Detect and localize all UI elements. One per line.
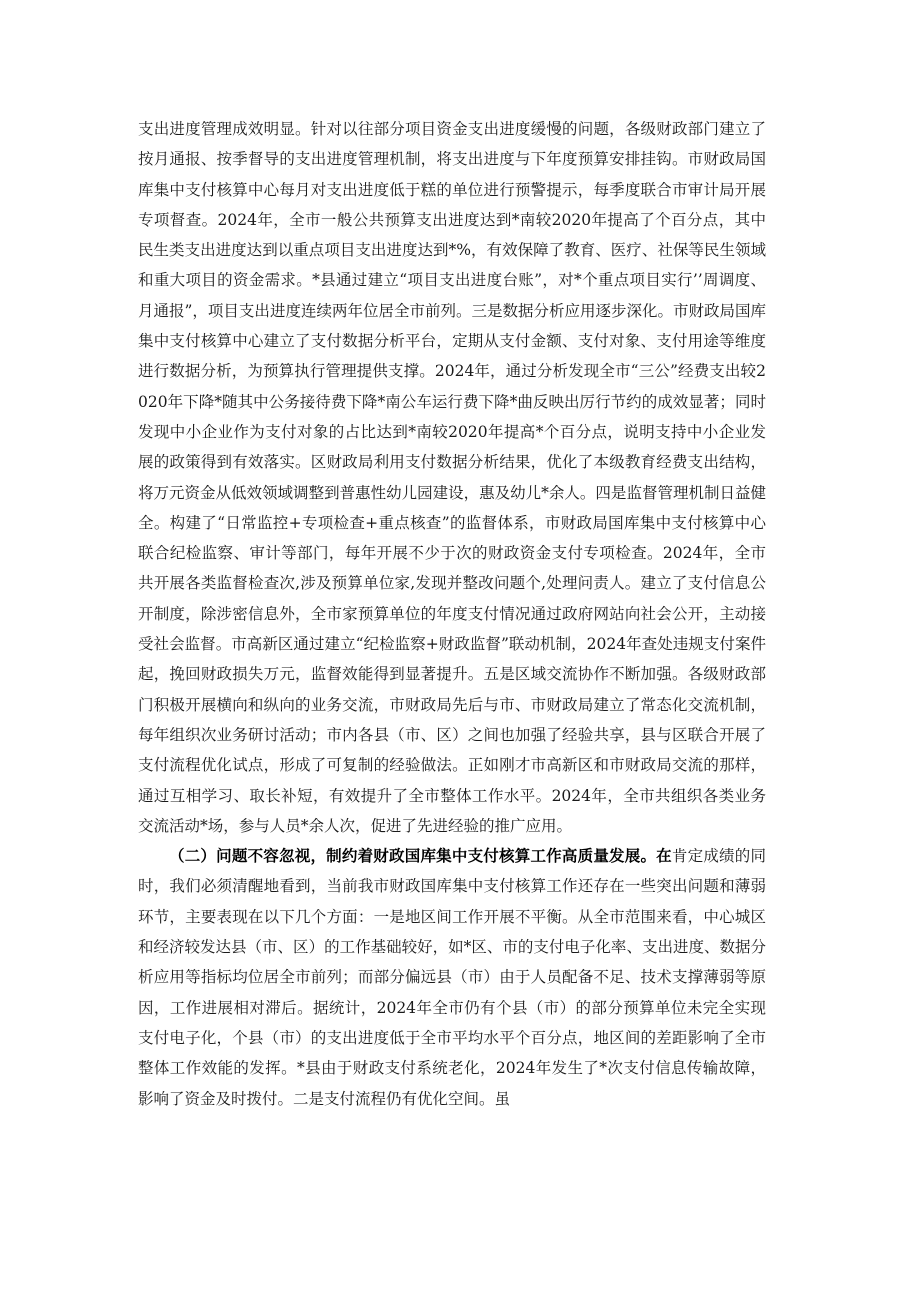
- paragraph-progress-and-achievements: 支出进度管理成效明显。针对以往部分项目资金支出进度缓慢的问题，各级财政部门建立了按月通报、按季督导的支出进度管理机制，将支出进度与下年度预算安排挂钩。市财政局国库集中支付核算中心每月对支出进度低于糕的单位进行预警提示，每季度联合市审计局开展专项督查。2024年，全市一般公共预算支出进度达到*南较2020年提高了个百分点，其中民生类支出进度达到以重点项目支出进度达到*%，有效保障了教育、医疗、社保等民生领域和重大项目的资金需求。*县通过建立“项目支出进度台账”，对*个重点项目实行’’周调度、月通报”，项目支出进度连续两年位居全市前列。三是数据分析应用逐步深化。市财政局国库集中支付核算中心建立了支付数据分析平台，定期从支付金额、支付对象、支付用途等维度进行数据分析，为预算执行管理提供支撑。2024年，通过分析发现全市“三公”经费支出较2020年下降*随其中公务接待费下降*南公车运行费下降*曲反映出厉行节约的成效显著；同时发现中小企业作为支付对象的占比达到*南较2020年提高*个百分点，说明支持中小企业发展的政策得到有效落实。区财政局利用支付数据分析结果，优化了本级教育经费支出结构，将万元资金从低效领域调整到普惠性幼儿园建设，惠及幼儿*余人。四是监督管理机制日益健全。构建了“日常监控+专项检查+重点核查”的监督体系，市财政局国库集中支付核算中心联合纪检监察、审计等部门，每年开展不少于次的财政资金支付专项检查。2024年，全市共开展各类监督检查次,涉及预算单位家,发现并整改问题个,处理问责人。建立了支付信息公开制度，除涉密信息外，全市家预算单位的年度支付情况通过政府网站向社会公开，主动接受社会监督。市高新区通过建立“纪检监察+财政监督”联动机制，2024年查处违规支付案件起，挽回财政损失万元，监督效能得到显著提升。五是区域交流协作不断加强。各级财政部门积极开展横向和纵向的业务交流，市财政局先后与市、市财政局建立了常态化交流机制，每年组织次业务研讨活动；市内各县（市、区）之间也加强了经验共享，县与区联合开展了支付流程优化试点，形成了可复制的经验做法。正如刚才市高新区和市财政局交流的那样，通过互相学习、取长补短，有效提升了全市整体工作水平。2024年，全市共组织各类业务交流活动*场，参与人员*余人次，促进了先进经验的推广应用。: [138, 120, 766, 835]
- section-body-problems: 肯定成绩的同时，我们必须清醒地看到，当前我市财政国库集中支付核算工作还存在一些突出问题和薄弱环节，主要表现在以下几个方面：一是地区间工作开展不平衡。从全市范围来看，中心城区和经济较发达县（市、区）的工作基础较好，如*区、市的支付电子化率、支出进度、数据分析应用等指标均位居全市前列；而部分偏远县（市）由于人员配备不足、技术支撑薄弱等原因，工作进展相对滞后。据统计，2024年全市仍有个县（市）的部分预算单位未完全实现支付电子化，个县（市）的支出进度低于全市平均水平个百分点，地区间的差距影响了全市整体工作效能的发挥。*县由于财政支付系统老化，2024年发生了*次支付信息传输故障，影响了资金及时拨付。二是支付流程仍有优化空间。虽: [138, 847, 766, 1108]
- paragraph-problems-section: [138, 841, 766, 1114]
- document-body: [138, 114, 766, 1114]
- section-heading-problems: （二）问题不容忽视，制约着财政国库集中支付核算工作高质量发展。在: [169, 846, 672, 866]
